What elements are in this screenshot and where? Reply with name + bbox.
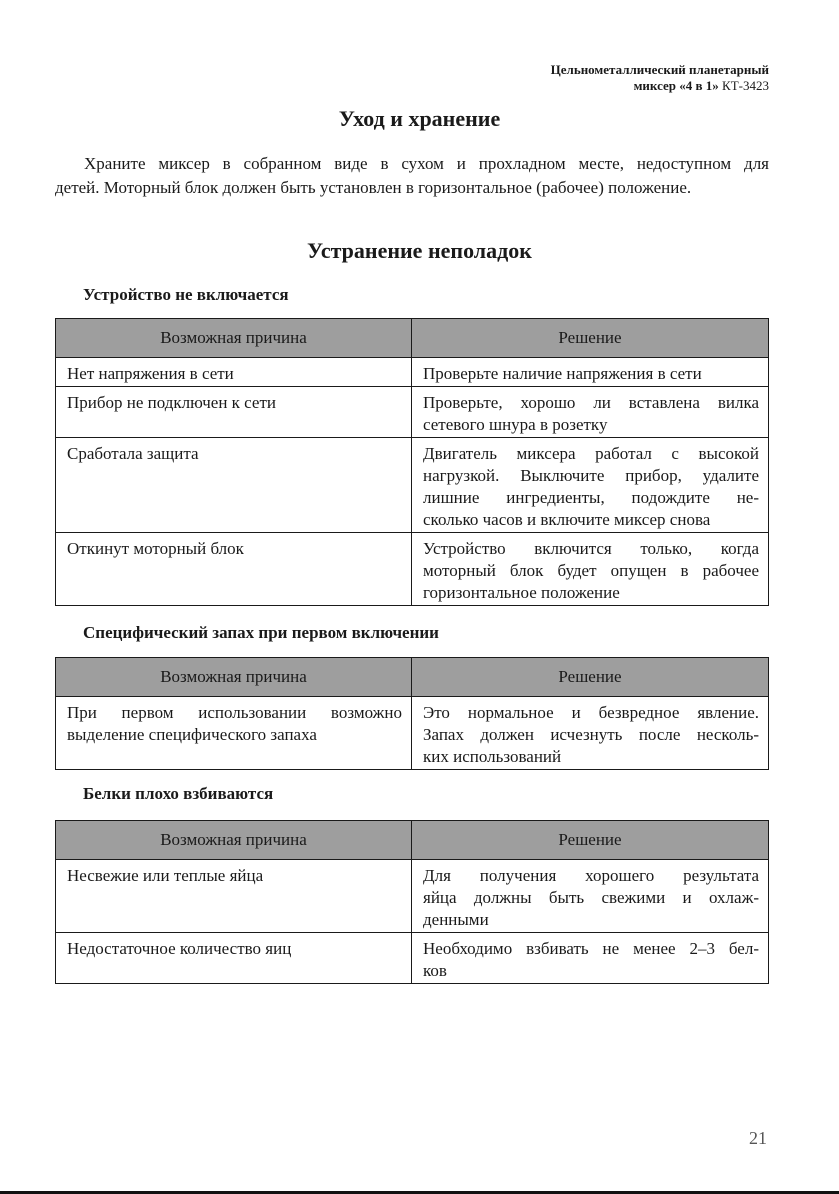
solution-cell — [412, 933, 769, 984]
solution-cell — [412, 697, 769, 770]
table-row — [56, 697, 769, 770]
table-whites — [55, 820, 769, 984]
running-header — [551, 62, 769, 94]
care-paragraph — [55, 152, 769, 200]
solution-cell — [412, 438, 769, 533]
solution-line: моторный блок будет опущен в рабочее — [423, 561, 759, 580]
cause-cell: Сработала защита — [56, 438, 412, 533]
solution-cell — [412, 860, 769, 933]
table-no-power — [55, 318, 769, 606]
cause-cell: Прибор не подключен к сети — [56, 387, 412, 438]
col-solution-header: Решение — [412, 658, 769, 697]
section-heading-smell: Специфический запах при первом включении — [83, 623, 439, 642]
cause-cell: При первом использовании возможно выделение специфического запаха — [56, 697, 412, 770]
solution-line: Запах должен исчезнуть после несколь- — [423, 725, 759, 744]
solution-line: сколько часов и включите миксер снова — [423, 510, 711, 529]
troubleshooting-title: Устранение неполадок — [307, 238, 532, 263]
table-header-row — [56, 658, 769, 697]
col-cause-header: Возможная причина — [56, 821, 412, 860]
solution-line: ков — [423, 961, 447, 980]
header-product: миксер «4 в 1» — [633, 78, 719, 93]
col-solution-header: Решение — [412, 821, 769, 860]
cause-cell: Недостаточное количество яиц — [56, 933, 412, 984]
solution-line: ких использований — [423, 747, 562, 766]
cause-cell: Откинут моторный блок — [56, 533, 412, 606]
care-line-2: детей. Моторный блок должен быть установлен в горизонтальное (рабочее) положение. — [55, 178, 692, 197]
header-line-1: Цельнометаллический планетарный — [550, 62, 769, 77]
solution-cell — [412, 533, 769, 606]
solution-line: горизонтальное положение — [423, 583, 620, 602]
table-smell — [55, 657, 769, 770]
col-solution-header: Решение — [412, 319, 769, 358]
table-row — [56, 860, 769, 933]
section-heading-whites: Белки плохо взбиваются — [83, 784, 274, 803]
col-cause-header: Возможная причина — [56, 658, 412, 697]
cause-cell: Нет напряжения в сети — [56, 358, 412, 387]
cause-cell: Несвежие или теплые яйца — [56, 860, 412, 933]
table-row — [56, 387, 769, 438]
table-header-row — [56, 821, 769, 860]
solution-line: денными — [423, 910, 489, 929]
solution-line: Устройство включится только, когда — [423, 539, 759, 558]
solution-line: Необходимо взбивать не менее 2–3 бел- — [423, 939, 759, 958]
solution-cell — [412, 387, 769, 438]
solution-line: нагрузкой. Выключите прибор, удалите — [423, 466, 759, 485]
header-line-2 — [551, 78, 769, 94]
solution-line: Проверьте, хорошо ли вставлена вилка — [423, 393, 759, 412]
solution-line: Двигатель миксера работал с высокой — [423, 444, 759, 463]
page-number: 21 — [749, 1128, 767, 1148]
section-heading-no-power: Устройство не включается — [83, 285, 289, 304]
care-title: Уход и хранение — [338, 106, 501, 131]
care-line-1: Храните миксер в собранном виде в сухом и прохладном месте, недоступном для — [84, 154, 769, 173]
table-row — [56, 933, 769, 984]
solution-line: яйца должны быть свежими и охлаж- — [423, 888, 759, 907]
table-header-row — [56, 319, 769, 358]
col-cause-header: Возможная причина — [56, 319, 412, 358]
solution-line: лишние ингредиенты, подождите не- — [423, 488, 759, 507]
solution-line: сетевого шнура в розетку — [423, 415, 608, 434]
solution-line: Проверьте наличие напряжения в сети — [423, 364, 702, 383]
solution-line: Это нормальное и безвредное явление. — [423, 703, 759, 722]
table-row — [56, 438, 769, 533]
table-row — [56, 358, 769, 387]
table-row — [56, 533, 769, 606]
header-model: КТ-3423 — [718, 78, 769, 93]
solution-line: Для получения хорошего результата — [423, 866, 759, 885]
solution-cell — [412, 358, 769, 387]
